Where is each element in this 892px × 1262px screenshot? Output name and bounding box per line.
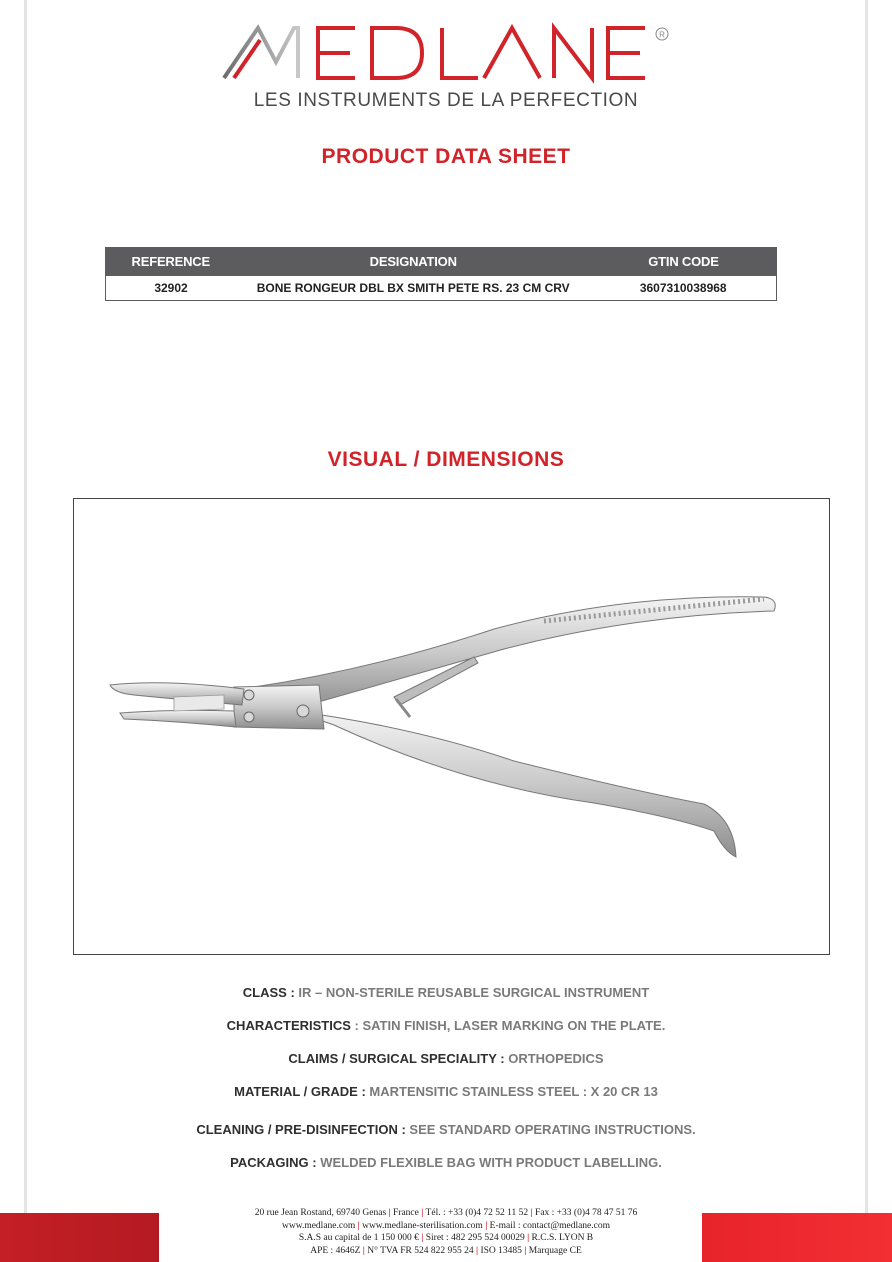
brand-tagline: LES INSTRUMENTS DE LA PERFECTION	[253, 90, 639, 111]
footer-vat: N° TVA FR 524 822 955 24	[367, 1245, 474, 1256]
right-border-line	[865, 0, 868, 1262]
bone-rongeur-icon	[74, 499, 831, 956]
footer-email-link[interactable]: E-mail : contact@medlane.com	[489, 1220, 610, 1231]
spec-label: CHARACTERISTICS	[226, 1018, 351, 1033]
footer-rcs: R.C.S. LYON B	[531, 1233, 594, 1243]
visual-dimensions-title: VISUAL / DIMENSIONS	[327, 448, 565, 471]
product-data-sheet-title: PRODUCT DATA SHEET	[321, 145, 571, 168]
header-gtin: GTIN CODE	[590, 248, 776, 276]
footer-address-line: 20 rue Jean Rostand, 69740 Genas | France | Tél. : +33 (0)4 72 52 11 52 | Fax : +33 (0)4 78 47 51 76	[254, 1208, 638, 1218]
product-image-frame	[73, 498, 830, 955]
spec-label: MATERIAL / GRADE :	[234, 1084, 366, 1099]
spec-class	[0, 985, 892, 1000]
footer-siret: Siret : 482 295 524 00029	[425, 1233, 525, 1243]
left-border-line	[24, 0, 27, 1262]
footer-sterilisation-link[interactable]: www.medlane-sterilisation.com	[362, 1220, 483, 1231]
spec-value: ORTHOPEDICS	[504, 1051, 604, 1066]
spec-value: MARTENSITIC STAINLESS STEEL : X 20 CR 13	[365, 1084, 658, 1099]
footer-ape: APE : 4646Z	[310, 1245, 361, 1256]
footer-registration-line: APE : 4646Z | N° TVA FR 524 822 955 24 | ISO 13485 | Marquage CE	[310, 1245, 582, 1256]
table-row	[106, 276, 777, 301]
spec-value: WELDED FLEXIBLE BAG WITH PRODUCT LABELLING.	[316, 1155, 662, 1170]
footer-iso: ISO 13485	[480, 1245, 522, 1256]
spec-label: PACKAGING :	[230, 1155, 317, 1170]
footer-phone: Tél. : +33 (0)4 72 52 11 52	[425, 1208, 529, 1218]
header-reference: REFERENCE	[106, 248, 237, 276]
product-reference-table	[105, 247, 777, 301]
spec-value: : SATIN FINISH, LASER MARKING ON THE PLATE.	[350, 1018, 666, 1033]
spec-label: CLASS :	[242, 985, 295, 1000]
cell-designation: BONE RONGEUR DBL BX SMITH PETE RS. 23 CM CRV	[236, 276, 590, 301]
registered-mark: R	[659, 30, 665, 40]
footer-website-link[interactable]: www.medlane.com	[281, 1220, 356, 1231]
spec-material	[0, 1084, 892, 1099]
spec-value: SEE STANDARD OPERATING INSTRUCTIONS.	[405, 1122, 696, 1137]
spec-characteristics	[0, 1018, 892, 1033]
spec-label: CLAIMS / SURGICAL SPECIALITY :	[288, 1051, 505, 1066]
spec-packaging	[0, 1155, 892, 1170]
footer-country: France	[393, 1208, 419, 1218]
cell-gtin: 3607310038968	[590, 276, 776, 301]
spec-cleaning	[0, 1122, 892, 1137]
cell-reference: 32902	[106, 276, 237, 301]
spec-label: CLEANING / PRE-DISINFECTION :	[196, 1122, 406, 1137]
footer-legal-line: S.A.S au capital de 1 150 000 € | Siret : 482 295 524 00029 | R.C.S. LYON B	[298, 1233, 594, 1243]
header-designation: DESIGNATION	[236, 248, 590, 276]
spec-claims	[0, 1051, 892, 1066]
table-header-row	[106, 248, 777, 276]
company-footer	[0, 1207, 892, 1257]
spec-value: IR – NON-STERILE REUSABLE SURGICAL INSTRUMENT	[294, 985, 650, 1000]
footer-capital: S.A.S au capital de 1 150 000 €	[298, 1233, 419, 1243]
footer-fax: Fax : +33 (0)4 78 47 51 76	[535, 1208, 638, 1218]
footer-web-line: www.medlane.com | www.medlane-sterilisation.com | E-mail : contact@medlane.com	[281, 1220, 610, 1231]
footer-address: 20 rue Jean Rostand, 69740 Genas	[254, 1208, 387, 1218]
medlane-logo	[220, 22, 680, 88]
footer-ce-marking: Marquage CE	[528, 1245, 582, 1256]
